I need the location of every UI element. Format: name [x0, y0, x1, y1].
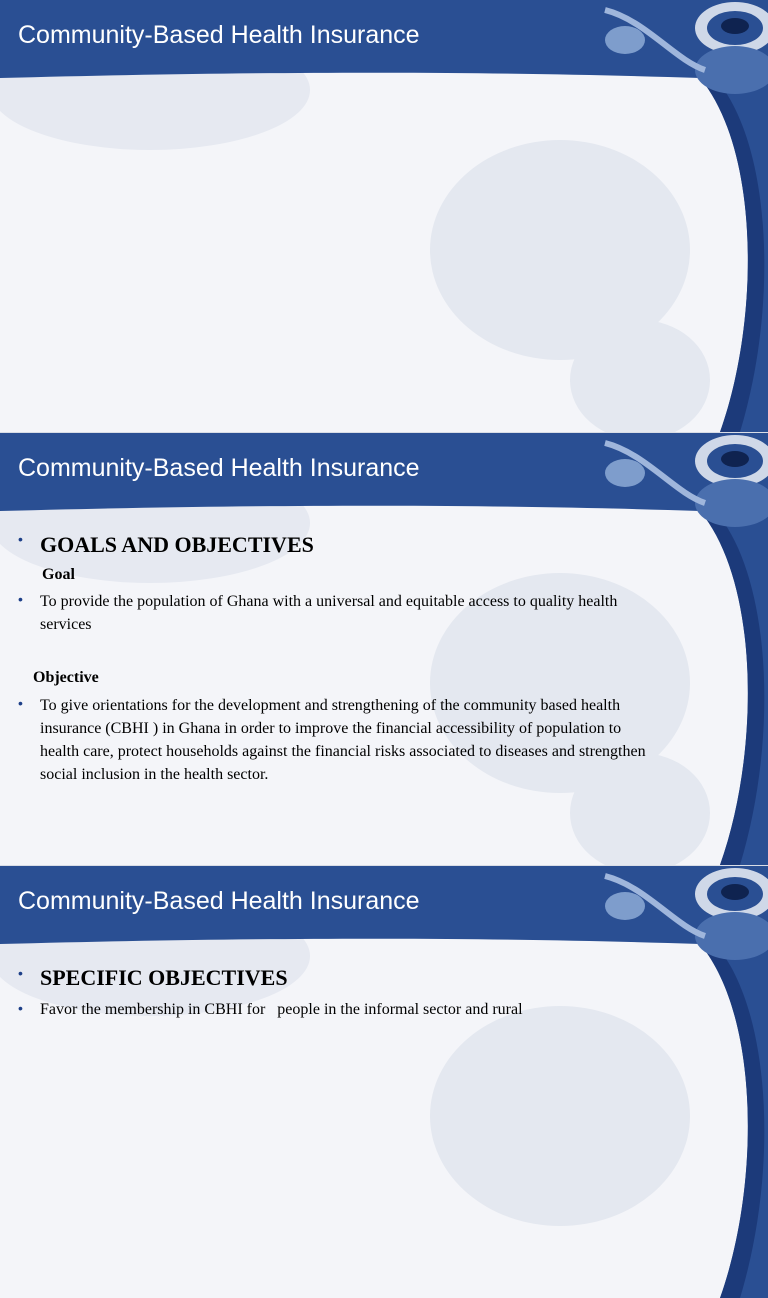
- section-heading: SPECIFIC OBJECTIVES: [40, 965, 288, 990]
- slide-title: Community-Based Health Insurance: [18, 887, 420, 915]
- section-heading: GOALS AND OBJECTIVES: [40, 532, 314, 557]
- goal-text: To provide the population of Ghana with a universal and equitable access to quality health services: [40, 593, 618, 633]
- bullet-icon: •: [18, 1000, 23, 1016]
- goal-label: Goal: [42, 566, 75, 583]
- bullet-icon: •: [18, 695, 23, 711]
- slide-content: [0, 866, 768, 1298]
- slide-content: [0, 433, 768, 865]
- bullet-icon: •: [18, 965, 23, 981]
- slide-title: Community-Based Health Insurance: [18, 454, 420, 482]
- slide-1: [0, 0, 768, 432]
- objective-text: To give orientations for the development and strengthening of the community based health insurance (CBHI ) in Ghana in order to improve the financial accessibility of population to health care, protect households against the financial risks associated to diseases and strengthen social inclusion in the health sector.: [40, 697, 646, 783]
- slide-title: Community-Based Health Insurance: [18, 21, 420, 49]
- slide-3: [0, 866, 768, 1298]
- slide-2: [0, 433, 768, 865]
- stethoscope-icon: [585, 0, 768, 110]
- objective-label: Objective: [33, 669, 99, 686]
- bullet-icon: •: [18, 591, 23, 607]
- objective-item: Favor the membership in CBHI for people in the informal sector and rural: [40, 1001, 523, 1018]
- bullet-icon: •: [18, 531, 23, 547]
